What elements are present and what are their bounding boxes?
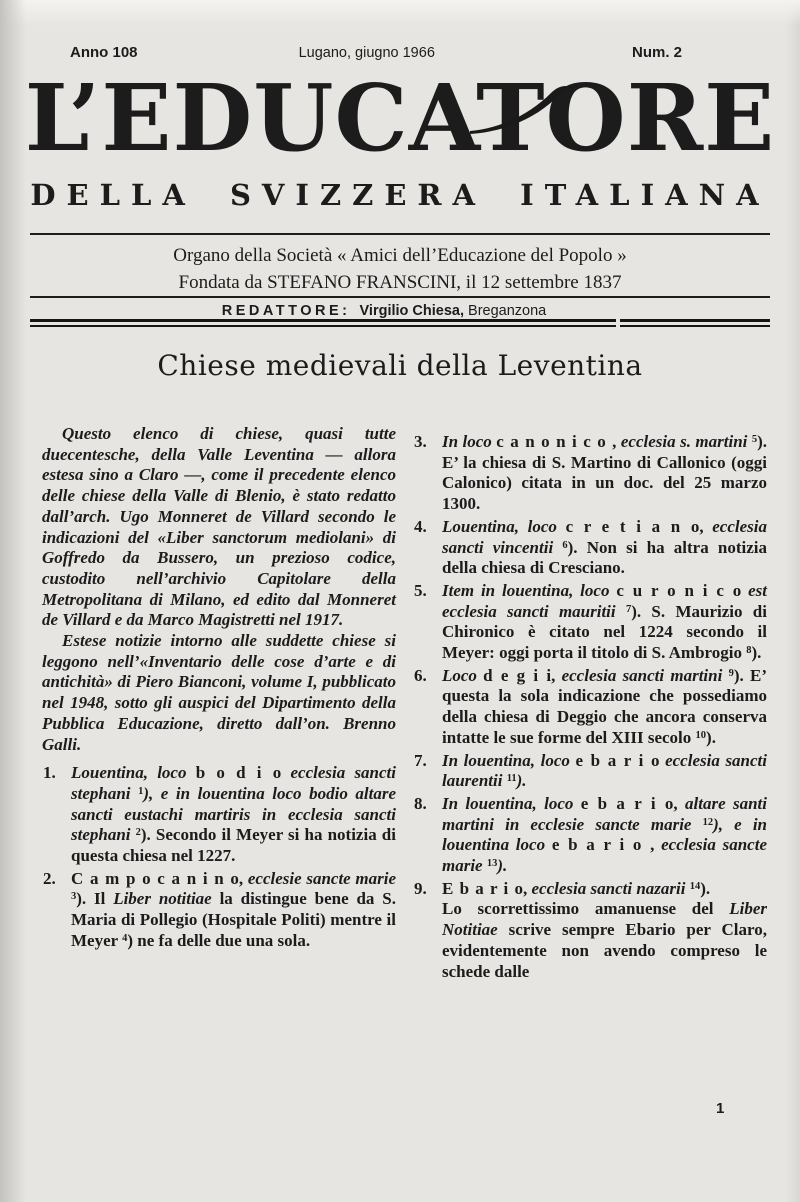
- society-line-1: Organo della Società « Amici dell’Educazione del Popolo »: [173, 245, 627, 266]
- text-run: Liber notitiae: [113, 889, 212, 909]
- article-body: [42, 424, 767, 984]
- text-run: c u r o n i c o: [616, 580, 742, 600]
- rule-top: [30, 233, 770, 235]
- editor-label: REDATTORE:: [221, 303, 351, 319]
- text-run: In louentina, loco: [442, 750, 576, 770]
- text-run: In loco: [442, 432, 497, 451]
- rule-print-gap: [616, 317, 620, 329]
- text-run: ).: [516, 771, 527, 791]
- masthead-subtitle: DELLA SVIZZERA ITALIANA: [30, 178, 770, 212]
- text-run: ).: [497, 856, 508, 876]
- text-run: Questo elenco di chiese, quasi tutte duecentesche, della Valle Leventina — allora estesa sino a Claro —, come il precedente elenco delle chiese della Valle di Blenio, è stato redatto dall’arch. Ugo Monneret de Villard secondo le indicazioni del «Liber sanctorum mediolani» di Goffredo da Bussero, un prezioso codice, custodito nell’archivio Capitolare della Metropolitana di Milano, ed edito dal Monneret de Villard e da Marco Magistretti nel 1917.: [42, 424, 396, 630]
- issue-number: Num. 2: [631, 44, 682, 61]
- masthead-title: L’EDUCATORE: [24, 64, 776, 172]
- text-run: Item in louentina, loco: [442, 580, 617, 600]
- list-item: [413, 581, 767, 664]
- text-run: e b a r i o,: [580, 793, 678, 813]
- list-item-text: [71, 763, 396, 867]
- text-run: est ecclesia sancti mauritii: [442, 580, 768, 621]
- text-run: d e g i i,: [483, 665, 556, 685]
- text-run: altare santi martini in ecclesie sancte marie: [442, 793, 768, 834]
- text-run: ). Secondo il Meyer si ha notizia di questa chiesa nel 1227.: [71, 825, 396, 866]
- footnote-ref: 6: [562, 539, 568, 551]
- text-run: C a m p o c a n i n o,: [71, 868, 244, 888]
- text-run: ).: [706, 727, 716, 747]
- text-run: ecclesie sancte marie: [243, 868, 397, 888]
- footnote-ref: 9: [728, 667, 734, 679]
- text-run: In louentina, loco: [442, 793, 581, 813]
- text-run: b o d i o: [195, 763, 282, 783]
- text-run: Estese notizie intorno alle suddette chiese si leggono nell’«Inventario delle cose d’arte e di antichità» di Piero Bianconi, volume I, pubblicato nel 1948, sotto gli auspici del Dipartimento della Pubblica Educazione, diretto dall’on. Brenno Galli.: [42, 631, 396, 754]
- list-item-text: [442, 751, 767, 792]
- list-item-number: 1.: [43, 763, 56, 783]
- masthead-swash-decoration: [468, 84, 574, 136]
- footnote-ref: 5: [751, 434, 758, 445]
- footnote-ref: 8: [746, 645, 752, 657]
- item-list-right: [413, 432, 767, 982]
- rule-editor-top: [30, 296, 770, 298]
- text-run: ecclesia sancti laurentii: [442, 750, 767, 791]
- text-run: ecclesia sancti stephani: [71, 763, 397, 803]
- text-run: e b a r i o ,: [551, 835, 655, 855]
- list-item-text: [71, 869, 396, 952]
- list-item-text: [442, 517, 767, 579]
- text-run: ). E’ questa la sola indicazione che possediamo della chiesa di Deggio che ancora conserva intatte le sue forme del XIII secolo: [442, 665, 767, 747]
- text-run: ) ne fa delle due una sola.: [127, 930, 311, 950]
- list-item-number: 6.: [414, 665, 427, 685]
- list-item: [413, 751, 767, 792]
- text-run: la distingue bene da S. Maria di Pollegio (Hospitale Politi) mentre il Meyer: [71, 889, 396, 950]
- list-item-text: [442, 794, 767, 877]
- list-item-number: 5.: [414, 580, 427, 600]
- intro-paragraph: [42, 424, 396, 631]
- issue-header: [70, 44, 682, 61]
- article-column-right: [413, 424, 767, 984]
- list-item: [42, 869, 396, 952]
- article-intro: [42, 424, 396, 755]
- text-run: E b a r i o,: [442, 878, 528, 898]
- issue-place-date: Lugano, giugno 1966: [298, 45, 435, 61]
- footnote-ref: 12: [702, 816, 714, 828]
- list-item: [413, 432, 767, 515]
- list-item: [42, 763, 396, 867]
- intro-paragraph: [42, 631, 396, 755]
- editor-line: [0, 303, 784, 319]
- text-run: ).: [751, 643, 762, 663]
- footnote-ref: 14: [689, 880, 701, 892]
- text-run: Louentina, loco: [442, 516, 566, 536]
- list-item-number: 9.: [414, 878, 427, 898]
- text-run: c r e t i a n o,: [565, 516, 704, 536]
- list-item: [413, 517, 767, 579]
- text-run: Liber Notitiae: [442, 899, 767, 940]
- text-run: ), e in louentina loco: [442, 814, 767, 855]
- article-title: Chiese medievali della Leventina: [157, 349, 643, 382]
- list-item-number: 8.: [414, 793, 427, 813]
- text-run: Loco: [442, 665, 484, 685]
- text-run: ). S. Maurizio di Chironico è citato nel 1224 secondo il Meyer: oggi porta il titolo di S. Ambrogio: [442, 601, 767, 663]
- footnote-ref: 11: [506, 773, 517, 785]
- society-lines: [0, 242, 800, 296]
- list-item-number: 7.: [414, 750, 427, 770]
- editor-name: Virgilio Chiesa,: [359, 303, 464, 319]
- text-run: ), e in louentina loco bodio altare sancti eustachi martiris in ecclesia sancti stephani: [71, 783, 396, 845]
- text-run: ecclesia sancti vincentii: [442, 516, 767, 557]
- list-item: [413, 879, 767, 983]
- list-item-text: [442, 432, 767, 515]
- list-item-text: [442, 666, 767, 749]
- article-column-left: [42, 424, 396, 984]
- text-run: scrive sempre Ebario per Claro, evidentemente non avendo compreso le schede dalle: [442, 920, 767, 981]
- list-item: [413, 666, 767, 749]
- editor-place: Breganzona: [468, 303, 547, 319]
- text-run: Lo scorrettissimo amanuense del: [442, 899, 730, 919]
- text-run: ecclesia sancti martini: [555, 665, 729, 685]
- text-run: Louentina, loco: [71, 763, 196, 783]
- text-run: ). Il: [76, 889, 114, 909]
- text-run: e b a r i o: [575, 750, 660, 770]
- issue-year: Anno 108: [70, 44, 138, 61]
- footnote-ref: 1: [138, 785, 144, 797]
- footnote-ref: 7: [625, 603, 632, 615]
- page-number: 1: [716, 1100, 725, 1117]
- footnote-ref: 2: [135, 827, 141, 839]
- text-run: ). Non si ha altra notizia della chiesa di Cresciano.: [442, 537, 768, 578]
- footnote-ref: 4: [122, 932, 128, 944]
- list-item-number: 4.: [414, 516, 427, 536]
- footnote-ref: 3: [71, 891, 77, 903]
- item-list-left: [42, 763, 396, 951]
- rule-double: [30, 319, 770, 327]
- list-item-text: [442, 879, 767, 983]
- footnote-ref: 10: [695, 729, 707, 741]
- text-run: ). E’ la chiesa di S. Martino di Callonico (oggi Calonico) citata in un doc. del 25 marzo 1300.: [442, 432, 768, 514]
- list-item-number: 2.: [43, 868, 56, 888]
- text-run: ecclesia s. martini: [616, 432, 752, 451]
- text-run: c a n o n i c o ,: [496, 432, 617, 451]
- society-line-2: Fondata da STEFANO FRANSCINI, il 12 settembre 1837: [178, 272, 622, 293]
- text-run: ecclesia sancte marie: [442, 835, 767, 876]
- footnote-ref: 13: [486, 858, 498, 870]
- list-item: [413, 794, 767, 877]
- text-run: ).: [700, 878, 711, 898]
- text-run: ecclesia sancti nazarii: [527, 878, 690, 898]
- list-item-text: [442, 581, 767, 664]
- list-item-number: 3.: [414, 432, 427, 451]
